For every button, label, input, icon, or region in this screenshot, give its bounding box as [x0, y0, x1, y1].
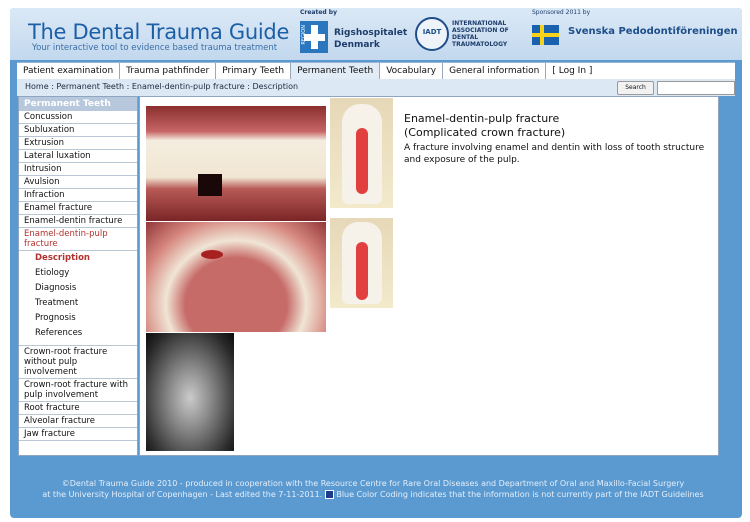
nav-trauma-pathfinder[interactable]: Trauma pathfinder: [120, 63, 216, 79]
sidebar-subitem-diagnosis[interactable]: Diagnosis: [35, 283, 77, 293]
site-subtitle: Your interactive tool to evidence based trauma treatment: [32, 43, 278, 53]
breadcrumb-bar: [17, 79, 735, 96]
partner-country: Denmark: [334, 40, 380, 50]
sidebar-item-enamel-dentin-fracture[interactable]: Enamel-dentin fracture: [19, 215, 137, 228]
sidebar-item-root-fracture[interactable]: Root fracture: [19, 402, 137, 415]
nav-log-in[interactable]: [ Log In ]: [552, 66, 593, 76]
content-title: [404, 112, 565, 140]
clinical-photo-front[interactable]: [146, 106, 326, 221]
footer: [28, 478, 718, 500]
nav-general-information[interactable]: General information: [443, 63, 546, 79]
sponsor-name: Svenska Pedodontiföreningen: [568, 26, 738, 37]
search-button[interactable]: Search: [617, 81, 654, 95]
sidebar-item-enamel-dentin-pulp-fracture[interactable]: Enamel-dentin-pulp fracture: [19, 228, 137, 251]
sidebar-item-crown-root-fracture-with-pulp[interactable]: Crown-root fracture with pulp involvement: [19, 379, 137, 402]
iadt-line: DENTAL: [452, 34, 479, 41]
sidebar-item-intrusion[interactable]: Intrusion: [19, 163, 137, 176]
blue-color-code-icon: [325, 490, 334, 499]
sidebar-item-concussion[interactable]: Concussion: [19, 111, 137, 124]
sidebar-subitem-references[interactable]: References: [35, 328, 83, 338]
header: [10, 8, 742, 60]
search-input[interactable]: [657, 81, 735, 95]
region-logo: [300, 21, 328, 53]
footer-line: at the University Hospital of Copenhagen - Last edited the 7-11-2011.: [42, 490, 323, 499]
sidebar: [18, 96, 138, 456]
sidebar-subitem-prognosis[interactable]: Prognosis: [35, 313, 76, 323]
sidebar-subitem-etiology[interactable]: Etiology: [35, 268, 70, 278]
clinical-photo-occlusal[interactable]: [146, 222, 326, 332]
site-title[interactable]: The Dental Trauma Guide: [28, 20, 290, 44]
footer-line: Blue Color Coding indicates that the information is not currently part of the IADT Guidelines: [336, 490, 704, 499]
sidebar-header: Permanent Teeth: [19, 97, 137, 111]
sidebar-item-subluxation[interactable]: Subluxation: [19, 124, 137, 137]
iadt-logo: [415, 17, 449, 51]
iadt-logo-text: IADT: [422, 28, 442, 36]
nav-primary-teeth[interactable]: Primary Teeth: [216, 63, 291, 79]
iadt-name: [452, 20, 509, 48]
sidebar-subitem-description[interactable]: Description: [35, 253, 90, 263]
nav-permanent-teeth[interactable]: Permanent Teeth: [291, 63, 380, 79]
sidebar-item-alveolar-fracture[interactable]: Alveolar fracture: [19, 415, 137, 428]
swedish-flag-icon: [532, 25, 559, 45]
sidebar-item-jaw-fracture[interactable]: Jaw fracture: [19, 428, 137, 441]
nav-vocabulary[interactable]: Vocabulary: [380, 63, 443, 79]
tooth-illustration[interactable]: [330, 98, 393, 208]
partner-rigshospitalet: [334, 27, 407, 51]
sidebar-item-lateral-luxation[interactable]: Lateral luxation: [19, 150, 137, 163]
content-title-line: (Complicated crown fracture): [404, 126, 566, 139]
sidebar-item-extrusion[interactable]: Extrusion: [19, 137, 137, 150]
sidebar-item-crown-root-fracture-without-pulp[interactable]: Crown-root fracture without pulp involvement: [19, 346, 137, 379]
sidebar-item-avulsion[interactable]: Avulsion: [19, 176, 137, 189]
iadt-line: INTERNATIONAL: [452, 20, 507, 27]
tooth-illustration[interactable]: [330, 218, 393, 308]
iadt-line: ASSOCIATION OF: [452, 27, 509, 34]
sidebar-subitem-treatment[interactable]: Treatment: [35, 298, 79, 308]
footer-line: ©Dental Trauma Guide 2010 - produced in cooperation with the Resource Centre for Rare Oral Diseases and Department of Oral and Maxillo-Facial Surgery: [61, 479, 685, 488]
radiograph-image[interactable]: [146, 333, 234, 451]
created-by-label: Created by: [300, 9, 338, 16]
main-nav: [17, 62, 735, 80]
sponsored-by-label: Sponsored 2011 by: [532, 9, 591, 16]
nav-patient-examination[interactable]: Patient examination: [17, 63, 120, 79]
iadt-line: TRAUMATOLOGY: [452, 41, 508, 48]
region-logo-text: REGION: [301, 25, 307, 45]
content-title-line: Enamel-dentin-pulp fracture: [404, 112, 560, 125]
sidebar-item-infraction[interactable]: Infraction: [19, 189, 137, 202]
breadcrumb[interactable]: Home : Permanent Teeth : Enamel-dentin-pulp fracture : Description: [25, 82, 299, 91]
partner-name: Rigshospitalet: [334, 28, 408, 38]
sidebar-item-enamel-fracture[interactable]: Enamel fracture: [19, 202, 137, 215]
content-description: A fracture involving enamel and dentin with loss of tooth structure and exposure of the pulp.: [404, 143, 705, 165]
